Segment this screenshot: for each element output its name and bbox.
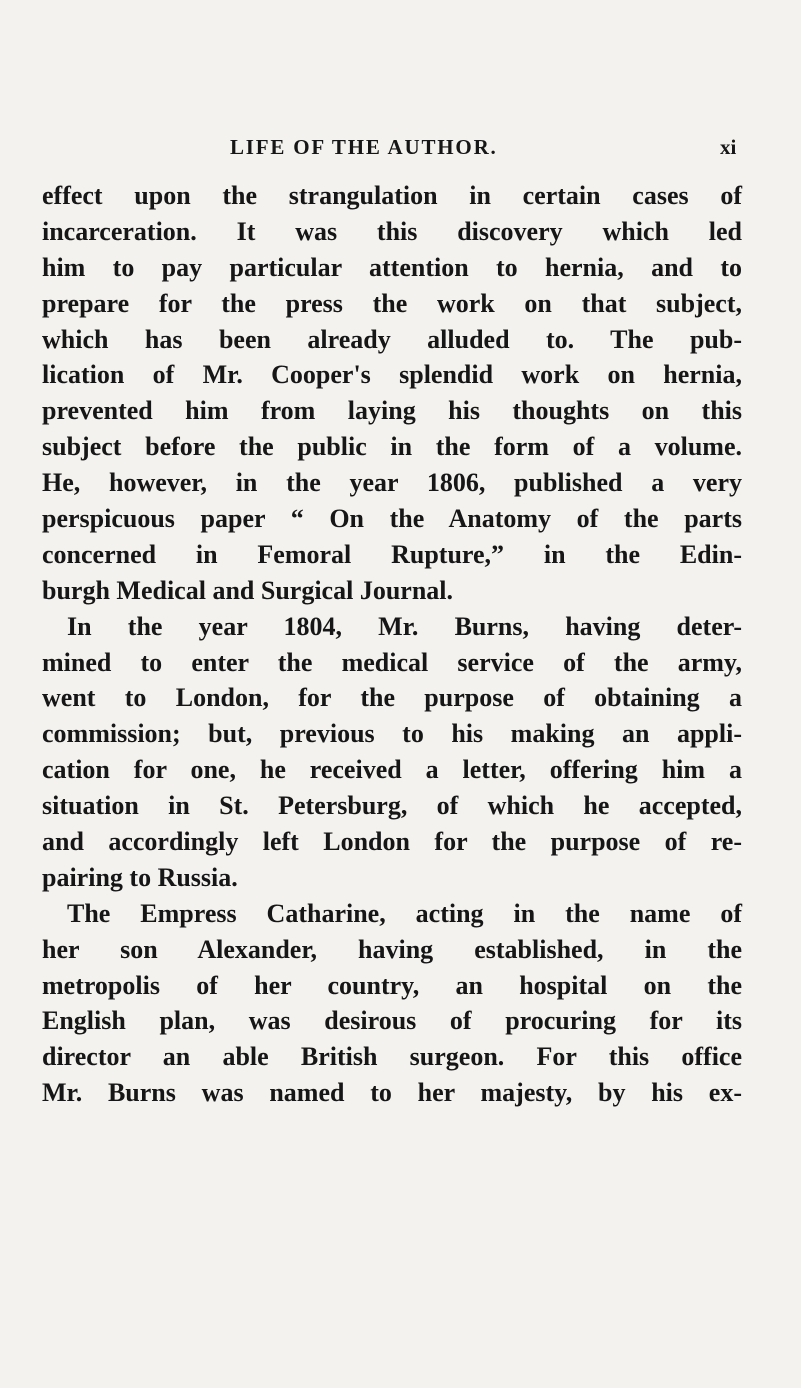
text-line: commission; but, previous to his making an appli-	[42, 719, 742, 749]
text-line: burgh Medical and Surgical Journal.	[42, 575, 453, 605]
text-line: pairing to Russia.	[42, 862, 238, 892]
text-line: situation in St. Petersburg, of which he accepted,	[42, 791, 742, 821]
running-title: LIFE OF THE AUTHOR.	[230, 135, 498, 159]
text-line: English plan, was desirous of procuring for its	[42, 1006, 742, 1036]
text-line: concerned in Femoral Rupture,” in the Edin-	[42, 539, 742, 569]
text-line: In the year 1804, Mr. Burns, having deter-	[67, 611, 742, 641]
text-line: metropolis of her country, an hospital on the	[42, 970, 742, 1000]
text-line: incarceration. It was this discovery which led	[42, 216, 742, 246]
text-line: which has been already alluded to. The pub-	[42, 324, 742, 354]
text-line: perspicuous paper “ On the Anatomy of the parts	[42, 504, 742, 534]
text-line: mined to enter the medical service of the army,	[42, 647, 742, 677]
text-line: effect upon the strangulation in certain cases of	[42, 181, 742, 210]
text-line: The Empress Catharine, acting in the name of	[67, 898, 742, 928]
text-line: her son Alexander, having established, in the	[42, 934, 742, 964]
text-line: cation for one, he received a letter, offering him a	[42, 755, 742, 785]
text-line: went to London, for the purpose of obtaining a	[42, 683, 742, 713]
text-line: subject before the public in the form of a volume.	[42, 432, 742, 462]
text-line: Mr. Burns was named to her majesty, by his ex-	[42, 1078, 742, 1108]
text-line: prevented him from laying his thoughts on this	[42, 396, 742, 426]
text-line: director an able British surgeon. For this office	[42, 1042, 742, 1072]
text-line: He, however, in the year 1806, published a very	[42, 468, 742, 498]
text-line: and accordingly left London for the purpose of re-	[42, 827, 742, 857]
body-text	[42, 178, 742, 1111]
text-line: him to pay particular attention to hernia, and to	[42, 252, 742, 282]
running-head	[230, 135, 780, 165]
page-number: xi	[720, 135, 737, 159]
text-line: prepare for the press the work on that subject,	[42, 288, 742, 318]
text-line: lication of Mr. Cooper's splendid work on hernia,	[42, 360, 742, 390]
